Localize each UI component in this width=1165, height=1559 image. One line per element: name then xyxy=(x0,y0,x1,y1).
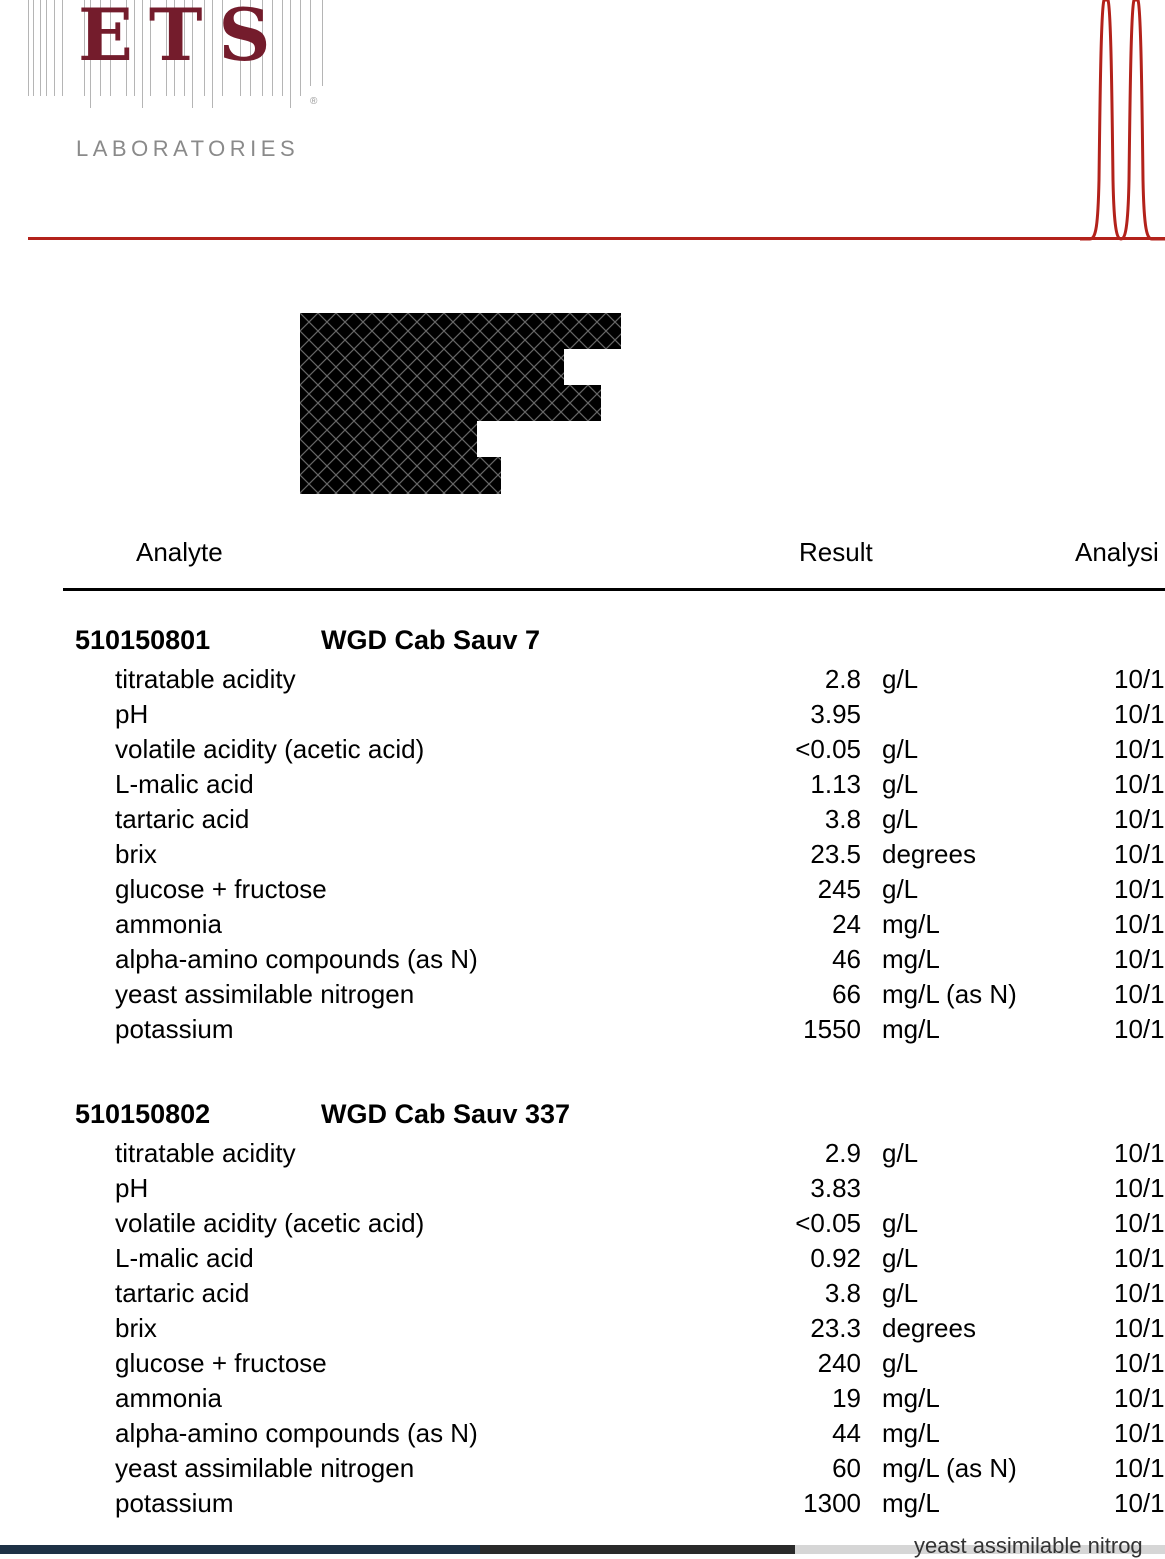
analysis-date: 10/1 xyxy=(1114,1278,1165,1308)
chromatogram-peaks-icon xyxy=(1080,0,1165,245)
result-unit: g/L xyxy=(882,1278,919,1308)
logo-letters xyxy=(70,0,278,77)
table-row xyxy=(0,907,1165,942)
analyte-name: yeast assimilable nitrogen xyxy=(115,979,415,1009)
bottom-overlay-strip xyxy=(0,1533,1165,1558)
analysis-date: 10/1 xyxy=(1114,1348,1165,1378)
result-value: 2.9 xyxy=(824,1138,861,1168)
result-unit: g/L xyxy=(882,874,919,904)
result-value: 23.3 xyxy=(810,1313,861,1343)
table-row xyxy=(0,1171,1165,1206)
table-row xyxy=(0,802,1165,837)
table-row xyxy=(0,697,1165,732)
header-divider-line xyxy=(28,237,1165,240)
result-unit: degrees xyxy=(882,1313,976,1343)
table-row xyxy=(0,1241,1165,1276)
result-value: <0.05 xyxy=(795,734,861,764)
table-row xyxy=(0,1136,1165,1171)
analyte-name: titratable acidity xyxy=(115,664,296,694)
analysis-date: 10/1 xyxy=(1114,664,1165,694)
table-row xyxy=(0,1486,1165,1521)
analysis-date: 10/1 xyxy=(1114,874,1165,904)
analyte-name: brix xyxy=(115,839,157,869)
analyte-name: titratable acidity xyxy=(115,1138,296,1168)
logo-letter-e: E xyxy=(78,0,133,77)
table-row xyxy=(0,942,1165,977)
analysis-date: 10/1 xyxy=(1114,1418,1165,1448)
result-unit: mg/L xyxy=(882,909,940,939)
result-value: 3.8 xyxy=(824,804,861,834)
result-unit: g/L xyxy=(882,1208,919,1238)
analyte-name: ammonia xyxy=(115,909,222,939)
analysis-date: 10/1 xyxy=(1114,1453,1165,1483)
table-row xyxy=(0,1012,1165,1047)
analyte-name: brix xyxy=(115,1313,157,1343)
table-row xyxy=(0,977,1165,1012)
table-row xyxy=(0,662,1165,697)
result-value: 44 xyxy=(832,1418,861,1448)
result-unit: g/L xyxy=(882,769,919,799)
analyte-name: volatile acidity (acetic acid) xyxy=(115,734,425,764)
analysis-date: 10/1 xyxy=(1114,734,1165,764)
table-row xyxy=(0,1346,1165,1381)
column-header-result: Result xyxy=(799,537,873,567)
result-unit: mg/L xyxy=(882,1014,940,1044)
result-unit: degrees xyxy=(882,839,976,869)
result-value: 1550 xyxy=(803,1014,861,1044)
analyte-name: alpha-amino compounds (as N) xyxy=(115,944,478,974)
analyte-name: alpha-amino compounds (as N) xyxy=(115,1418,478,1448)
column-header-analyte: Analyte xyxy=(136,537,223,567)
analyte-name: volatile acidity (acetic acid) xyxy=(115,1208,425,1238)
table-row xyxy=(0,1381,1165,1416)
registered-mark: ® xyxy=(310,96,318,107)
result-unit: g/L xyxy=(882,1243,919,1273)
ets-logo xyxy=(0,0,340,170)
result-value: 2.8 xyxy=(824,664,861,694)
result-value: 66 xyxy=(832,979,861,1009)
logo-subtitle: LABORATORIES xyxy=(76,136,300,161)
result-value: 3.8 xyxy=(824,1278,861,1308)
result-unit: g/L xyxy=(882,734,919,764)
result-value: 1300 xyxy=(803,1488,861,1518)
analysis-date: 10/1 xyxy=(1114,1138,1165,1168)
result-unit: mg/L xyxy=(882,1418,940,1448)
result-value: 0.92 xyxy=(810,1243,861,1273)
analysis-date: 10/1 xyxy=(1114,804,1165,834)
table-row xyxy=(0,1276,1165,1311)
analyte-name: pH xyxy=(115,699,149,729)
analyte-name: glucose + fructose xyxy=(115,1348,327,1378)
sample-name: WGD Cab Sauv 7 xyxy=(321,625,541,655)
sample-id: 510150802 xyxy=(75,1099,211,1129)
table-row xyxy=(0,872,1165,907)
result-unit: g/L xyxy=(882,804,919,834)
logo-letter-s: S xyxy=(218,0,271,77)
analysis-date: 10/1 xyxy=(1114,1243,1165,1273)
result-unit: mg/L xyxy=(882,1383,940,1413)
bottom-strip-text: yeast assimilable nitrog xyxy=(914,1533,1143,1558)
analysis-date: 10/1 xyxy=(1114,909,1165,939)
result-value: 245 xyxy=(817,874,861,904)
result-unit: mg/L (as N) xyxy=(882,1453,1017,1483)
result-value: <0.05 xyxy=(795,1208,861,1238)
result-unit: g/L xyxy=(882,1138,919,1168)
analysis-date: 10/1 xyxy=(1114,944,1165,974)
analysis-date: 10/1 xyxy=(1114,1014,1165,1044)
logo-letter-t: T xyxy=(148,0,203,77)
analyte-name: pH xyxy=(115,1173,149,1203)
result-unit: g/L xyxy=(882,1348,919,1378)
table-header-rule xyxy=(63,588,1165,591)
redacted-address-block xyxy=(300,313,621,494)
result-value: 240 xyxy=(817,1348,861,1378)
result-value: 3.95 xyxy=(810,699,861,729)
table-row xyxy=(0,1206,1165,1241)
result-value: 23.5 xyxy=(810,839,861,869)
result-value: 46 xyxy=(832,944,861,974)
result-value: 24 xyxy=(832,909,861,939)
analyte-name: tartaric acid xyxy=(115,804,250,834)
analyte-name: ammonia xyxy=(115,1383,222,1413)
analyte-name: L-malic acid xyxy=(115,1243,254,1273)
analyte-name: yeast assimilable nitrogen xyxy=(115,1453,415,1483)
sample-name: WGD Cab Sauv 337 xyxy=(321,1099,571,1129)
analysis-date: 10/1 xyxy=(1114,1313,1165,1343)
analyte-name: glucose + fructose xyxy=(115,874,327,904)
table-row xyxy=(0,767,1165,802)
analysis-date: 10/1 xyxy=(1114,839,1165,869)
analysis-date: 10/1 xyxy=(1114,769,1165,799)
analyte-name: L-malic acid xyxy=(115,769,254,799)
sample-id: 510150801 xyxy=(75,625,211,655)
table-row xyxy=(0,837,1165,872)
result-unit: mg/L xyxy=(882,1488,940,1518)
table-row xyxy=(0,1311,1165,1346)
result-value: 19 xyxy=(832,1383,861,1413)
result-value: 3.83 xyxy=(810,1173,861,1203)
analysis-date: 10/1 xyxy=(1114,1173,1165,1203)
column-header-analysis: Analysi xyxy=(1075,537,1159,567)
analysis-date: 10/1 xyxy=(1114,979,1165,1009)
result-unit: mg/L (as N) xyxy=(882,979,1017,1009)
table-row xyxy=(0,732,1165,767)
analysis-date: 10/1 xyxy=(1114,699,1165,729)
result-unit: mg/L xyxy=(882,944,940,974)
analysis-date: 10/1 xyxy=(1114,1488,1165,1518)
analyte-name: potassium xyxy=(115,1014,234,1044)
analyte-name: potassium xyxy=(115,1488,234,1518)
table-row xyxy=(0,1416,1165,1451)
analysis-date: 10/1 xyxy=(1114,1383,1165,1413)
table-row xyxy=(0,1451,1165,1486)
result-value: 60 xyxy=(832,1453,861,1483)
analyte-name: tartaric acid xyxy=(115,1278,250,1308)
result-unit: g/L xyxy=(882,664,919,694)
analysis-date: 10/1 xyxy=(1114,1208,1165,1238)
result-value: 1.13 xyxy=(810,769,861,799)
